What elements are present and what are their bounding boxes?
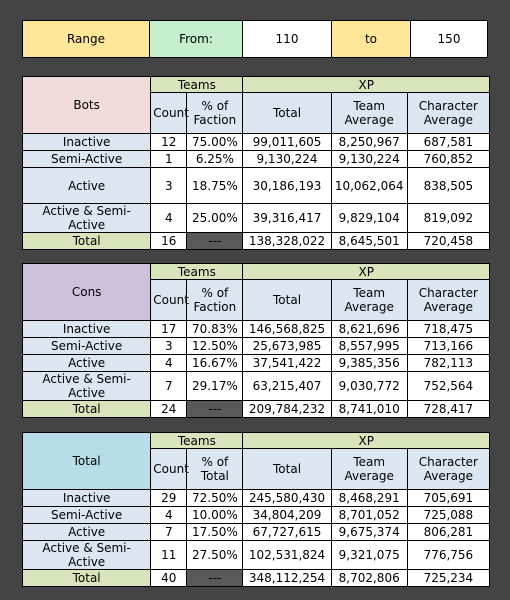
team-avg-header: Team Average	[331, 93, 407, 134]
table-row: Semi-Active 4 10.00% 34,804,209 8,701,052 725,088	[23, 507, 490, 524]
teams-header: Teams	[151, 433, 243, 449]
section-title: Bots	[23, 77, 151, 134]
section-title: Cons	[23, 264, 151, 321]
to-label: to	[332, 21, 411, 58]
char-avg-header: Character Average	[407, 280, 489, 321]
bots-table	[22, 76, 490, 250]
total-table	[22, 432, 490, 587]
table-row: Active & Semi-Active 7 29.17% 63,215,407 9,030,772 752,564	[23, 372, 490, 401]
xp-header: XP	[243, 264, 490, 280]
count-header: Count	[151, 449, 187, 490]
table-row: Semi-Active 1 6.25% 9,130,224 9,130,224 760,852	[23, 151, 490, 168]
char-avg-header: Character Average	[407, 93, 489, 134]
table-row: Active & Semi-Active 11 27.50% 102,531,824 9,321,075 776,756	[23, 541, 490, 570]
teams-header: Teams	[151, 264, 243, 280]
range-table	[22, 20, 488, 58]
pct-header: % of Faction	[187, 93, 243, 134]
pct-header: % of Total	[187, 449, 243, 490]
cons-table	[22, 263, 490, 418]
from-label: From:	[150, 21, 243, 58]
char-avg-header: Character Average	[407, 449, 489, 490]
total-row: Total 16 --- 138,328,022 8,645,501 720,458	[23, 233, 490, 250]
xp-header: XP	[243, 433, 490, 449]
from-value[interactable]: 110	[243, 21, 332, 58]
xp-header: XP	[243, 77, 490, 93]
table-row: Semi-Active 3 12.50% 25,673,985 8,557,995 713,166	[23, 338, 490, 355]
total-header: Total	[243, 280, 331, 321]
team-avg-header: Team Average	[331, 449, 407, 490]
count-header: Count	[151, 93, 187, 134]
teams-header: Teams	[151, 77, 243, 93]
count-header: Count	[151, 280, 187, 321]
pct-header: % of Faction	[187, 280, 243, 321]
total-header: Total	[243, 93, 331, 134]
table-row: Inactive 17 70.83% 146,568,825 8,621,696 718,475	[23, 321, 490, 338]
to-value[interactable]: 150	[411, 21, 488, 58]
range-label: Range	[23, 21, 150, 58]
table-row: Inactive 12 75.00% 99,011,605 8,250,967 687,581	[23, 134, 490, 151]
table-row: Active 4 16.67% 37,541,422 9,385,356 782,113	[23, 355, 490, 372]
table-row: Active 7 17.50% 67,727,615 9,675,374 806,281	[23, 524, 490, 541]
table-row: Inactive 29 72.50% 245,580,430 8,468,291 705,691	[23, 490, 490, 507]
section-title: Total	[23, 433, 151, 490]
total-header: Total	[243, 449, 331, 490]
table-row: Active & Semi-Active 4 25.00% 39,316,417 9,829,104 819,092	[23, 204, 490, 233]
table-row: Active 3 18.75% 30,186,193 10,062,064 838,505	[23, 168, 490, 204]
total-row: Total 40 --- 348,112,254 8,702,806 725,234	[23, 570, 490, 587]
team-avg-header: Team Average	[331, 280, 407, 321]
total-row: Total 24 --- 209,784,232 8,741,010 728,417	[23, 401, 490, 418]
